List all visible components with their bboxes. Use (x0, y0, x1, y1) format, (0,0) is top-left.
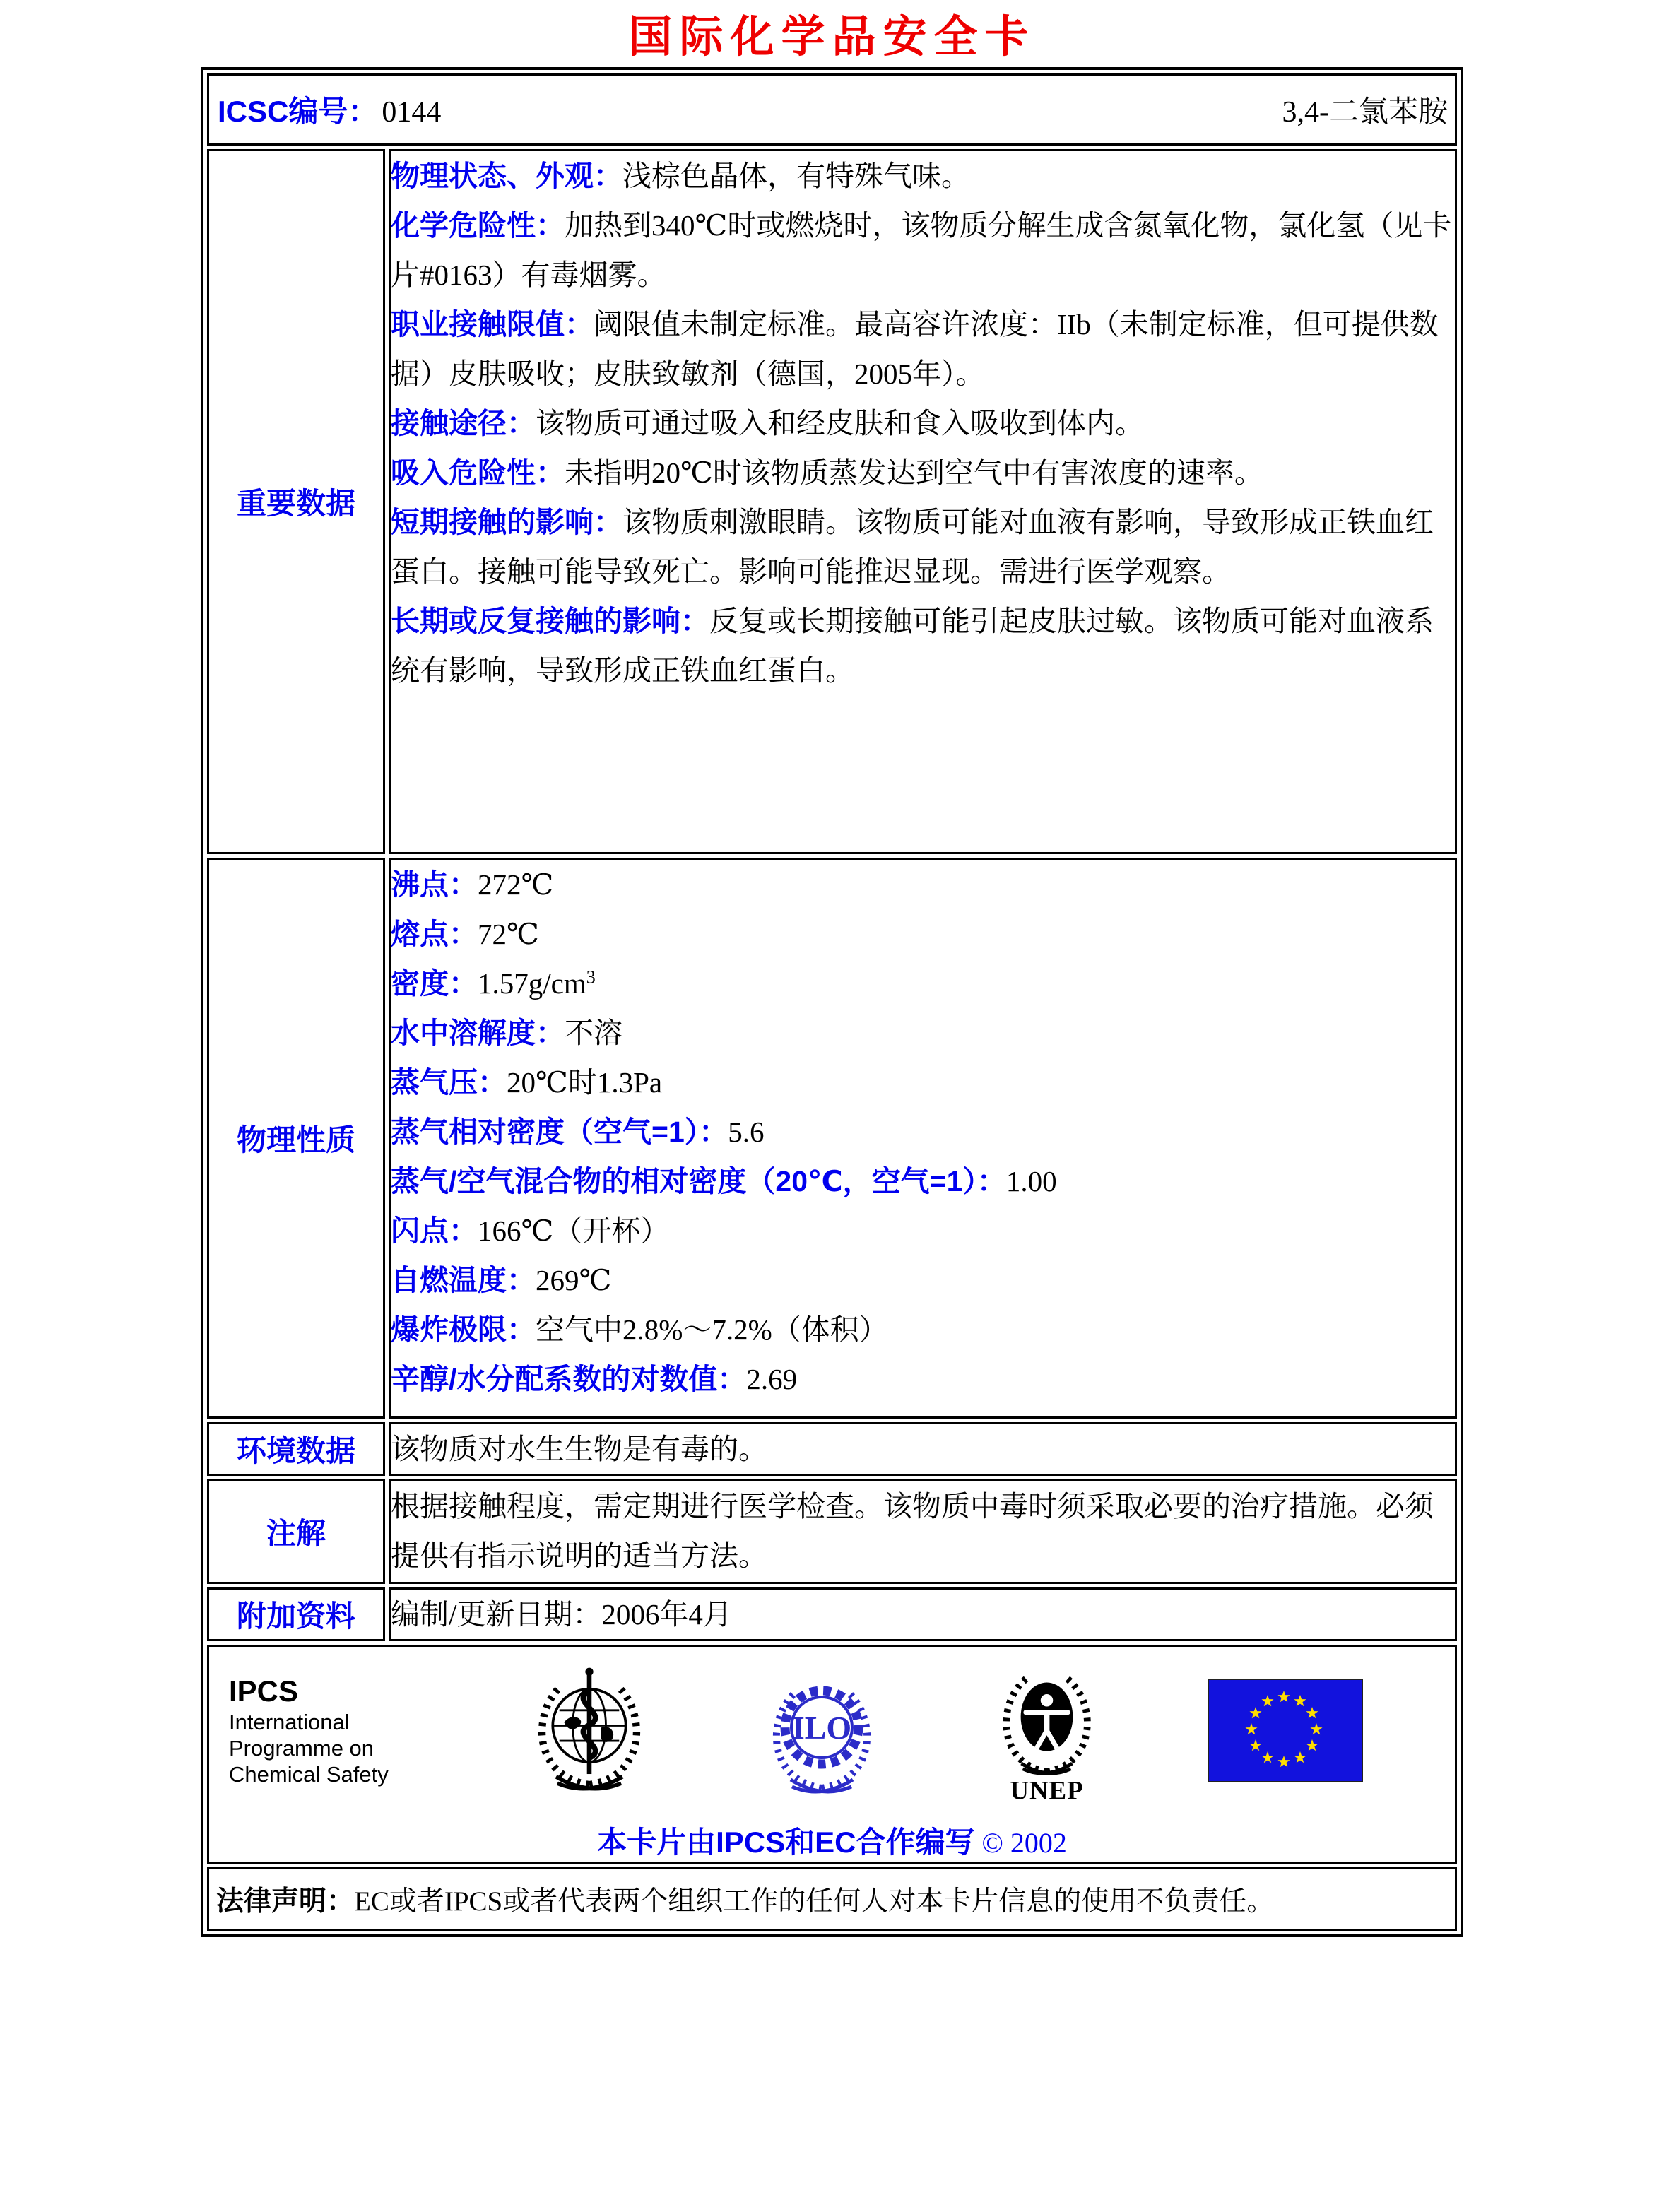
property-label: 沸点： (391, 868, 478, 901)
property-line (391, 1255, 1455, 1305)
data-line-text: 浅棕色晶体，有特殊气味。 (622, 160, 970, 192)
data-line-label: 接触途径： (391, 407, 536, 439)
property-value: 2.69 (746, 1363, 798, 1395)
section-label-environmental-data: 环境数据 (207, 1422, 385, 1476)
property-line (391, 1354, 1455, 1404)
icsc-header-row (207, 73, 1457, 146)
data-line-label: 物理状态、外观： (391, 160, 622, 192)
data-line (391, 596, 1455, 695)
legal-cell (207, 1867, 1457, 1931)
data-line-text: 加热到340℃时或燃烧时，该物质分解生成含氮氧化物，氯化氢（见卡片#0163）有毒烟雾。 (391, 209, 1452, 291)
section-label-notes: 注解 (207, 1479, 385, 1584)
data-line-label: 短期接触的影响： (391, 506, 622, 538)
important-data-row (207, 149, 1457, 854)
data-line-text: 该物质刺激眼睛。该物质可能对血液有影响，导致形成正铁血红蛋白。接触可能导致死亡。影响可能推迟显现。需进行医学观察。 (391, 506, 1434, 588)
footer-caption-line (209, 1819, 1455, 1862)
property-line (391, 909, 1455, 959)
ipcs-subtitle-line: International (229, 1709, 350, 1734)
logos-cell (207, 1645, 1457, 1864)
section-label-physical-properties: 物理性质 (207, 858, 385, 1419)
who-logo-icon (523, 1662, 656, 1798)
environmental-data-row (207, 1422, 1457, 1476)
footer-copyright: © 2002 (981, 1827, 1067, 1859)
property-value: 269℃ (536, 1264, 612, 1296)
legal-row (207, 1867, 1457, 1931)
logos-row (207, 1645, 1457, 1864)
unep-logo-label: UNEP (1009, 1775, 1084, 1805)
data-line (391, 398, 1455, 448)
icsc-number-value: 0144 (382, 96, 442, 129)
ipcs-subtitle-line: Programme on (229, 1735, 374, 1761)
icsc-number-group (218, 88, 441, 131)
data-line-text: 反复或长期接触可能引起皮肤过敏。该物质可能对血液系统有影响，导致形成正铁血红蛋白。 (391, 605, 1434, 687)
ipcs-subtitle-line: Chemical Safety (229, 1761, 389, 1787)
unep-logo-icon (989, 1655, 1105, 1805)
property-value: 166℃（开杯） (478, 1214, 670, 1247)
physical-properties-row (207, 858, 1457, 1419)
property-value: 5.6 (728, 1116, 765, 1148)
eu-flag-icon (1208, 1679, 1363, 1782)
data-line-label: 职业接触限值： (391, 308, 594, 341)
data-line-label: 化学危险性： (391, 209, 565, 242)
property-line (391, 1206, 1455, 1255)
section-label-important-data: 重要数据 (207, 149, 385, 854)
property-label: 熔点： (391, 918, 478, 950)
property-label: 水中溶解度： (391, 1017, 565, 1049)
property-line (391, 1157, 1455, 1206)
important-data-content (389, 149, 1457, 854)
data-line-label: 长期或反复接触的影响： (391, 605, 709, 637)
ipcs-text-block (229, 1674, 420, 1787)
notes-row (207, 1479, 1457, 1584)
property-label: 自燃温度： (391, 1264, 536, 1296)
notes-content (389, 1479, 1457, 1584)
property-value-superscript: 3 (586, 966, 596, 988)
environmental-data-content (389, 1422, 1457, 1476)
property-label: 爆炸极限： (391, 1313, 536, 1346)
property-line (391, 1107, 1455, 1157)
icsc-number-label: ICSC编号： (218, 95, 378, 128)
section-label-additional-info: 附加资料 (207, 1587, 385, 1641)
property-line (391, 1058, 1455, 1107)
ipcs-title: IPCS (229, 1674, 299, 1708)
data-line-text: 阈限值未制定标准。最高容许浓度：IIb（未制定标准，但可提供数据）皮肤吸收；皮肤致敏剂（德国，2005年）。 (391, 308, 1439, 390)
physical-properties-content (389, 858, 1457, 1419)
property-value: 20℃时1.3Pa (507, 1066, 663, 1099)
property-value: 空气中2.8%～7.2%（体积） (536, 1313, 888, 1346)
data-line-label: 吸入危险性： (391, 456, 565, 489)
ilo-logo-label: ILO (791, 1710, 852, 1746)
data-line (391, 151, 1455, 201)
property-value: 不溶 (565, 1017, 622, 1049)
data-line: 该物质对水生生物是有毒的。 (391, 1433, 767, 1465)
ilo-logo-icon (758, 1667, 885, 1794)
property-line (391, 1008, 1455, 1058)
property-label: 蒸气/空气混合物的相对密度（20℃，空气=1）： (391, 1165, 1006, 1197)
data-line (391, 300, 1455, 398)
data-line (391, 497, 1455, 596)
property-value: 1.57g/cm (478, 967, 586, 1000)
property-label: 蒸气压： (391, 1066, 507, 1099)
chemical-name: 3,4-二氯苯胺 (1282, 96, 1448, 129)
icsc-header-cell (207, 73, 1457, 146)
footer-caption: 本卡片由IPCS和EC合作编写 (597, 1826, 975, 1859)
property-label: 蒸气相对密度（空气=1）： (391, 1116, 728, 1148)
data-line (391, 201, 1455, 300)
additional-info-content (389, 1587, 1457, 1641)
data-line-text: 该物质可通过吸入和经皮肤和食入吸收到体内。 (536, 407, 1144, 439)
property-label: 辛醇/水分配系数的对数值： (391, 1363, 747, 1395)
property-label: 密度： (391, 967, 478, 1000)
property-line (391, 1305, 1455, 1354)
page-title: 国际化学品安全卡 (628, 13, 1036, 61)
data-line (391, 448, 1455, 497)
data-line-text: 未指明20℃时该物质蒸发达到空气中有害浓度的速率。 (565, 456, 1263, 489)
property-value: 272℃ (478, 868, 554, 901)
data-line: 编制/更新日期：2006年4月 (391, 1598, 732, 1631)
legal-text: EC或者IPCS或者代表两个组织工作的任何人对本卡片信息的使用不负责任。 (354, 1886, 1275, 1917)
property-line (391, 860, 1455, 909)
card-table (201, 67, 1463, 1937)
legal-label: 法律声明： (216, 1886, 355, 1917)
property-value: 1.00 (1005, 1165, 1057, 1197)
additional-info-row (207, 1587, 1457, 1641)
property-value: 72℃ (478, 918, 539, 950)
data-line: 根据接触程度，需定期进行医学检查。该物质中毒时须采取必要的治疗措施。必须提供有指示说明的适当方法。 (391, 1490, 1434, 1572)
property-label: 闪点： (391, 1214, 478, 1247)
property-line (391, 959, 1455, 1008)
